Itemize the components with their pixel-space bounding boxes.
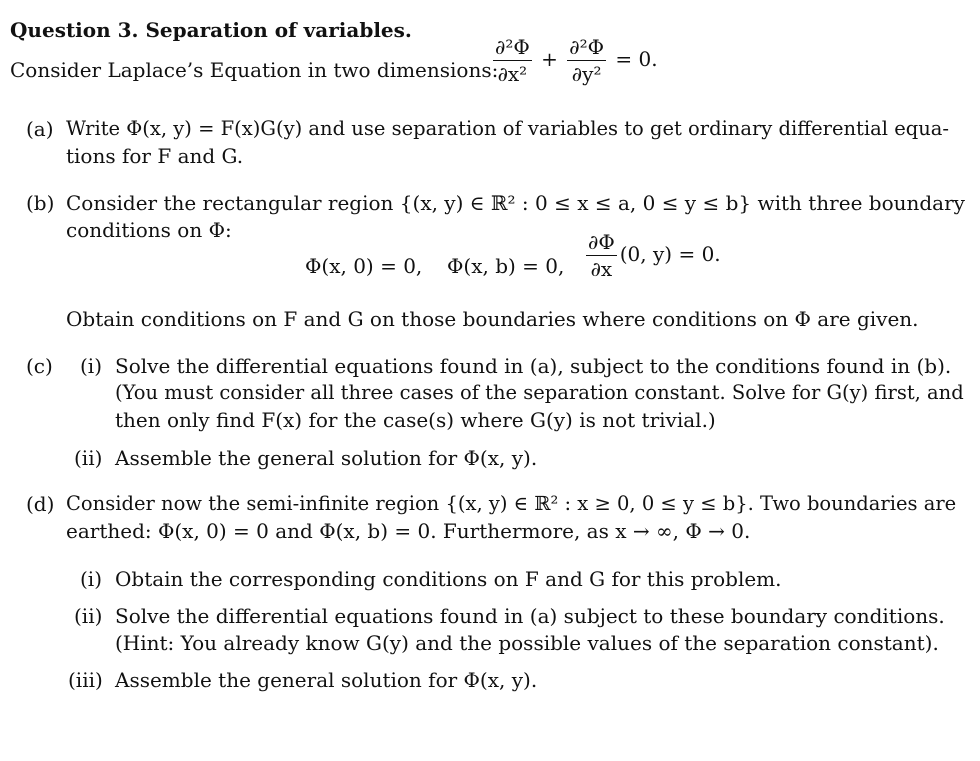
- part-b-line-3: Obtain conditions on F and G on those boundaries where conditions on Φ are given.: [66, 307, 919, 331]
- part-d-label: (d): [26, 492, 55, 516]
- part-d-ii-line-2: (Hint: You already know G(y) and the possible values of the separation constant).: [115, 631, 939, 655]
- part-d-ii-line-1: Solve the differential equations found in (a) subject to these boundary conditions.: [115, 604, 945, 628]
- part-d-ii-label: (ii): [74, 604, 103, 628]
- part-c-ii-label: (ii): [74, 446, 103, 470]
- part-d-i-label: (i): [80, 567, 103, 591]
- laplace-num-1: ∂²Φ: [495, 35, 530, 59]
- bc-phi-x-0: Φ(x, 0) = 0,: [305, 254, 423, 278]
- part-b-line-1: Consider the rectangular region {(x, y) ∈ ℝ² : 0 ≤ x ≤ a, 0 ≤ y ≤ b} with three boundary: [66, 191, 965, 215]
- bc-derivative-num: ∂Φ: [588, 230, 615, 254]
- part-c-i-line-1: Solve the differential equations found in (a), subject to the conditions found in (b).: [115, 354, 952, 378]
- part-d-iii-line-1: Assemble the general solution for Φ(x, y).: [115, 668, 538, 692]
- part-c-i-label: (i): [80, 354, 103, 378]
- part-c-ii-line-1: Assemble the general solution for Φ(x, y).: [115, 446, 538, 470]
- laplace-num-2: ∂²Φ: [569, 35, 605, 59]
- part-b-label: (b): [26, 191, 55, 215]
- part-c-i-line-3: then only find F(x) for the case(s) where G(y) is not trivial.): [115, 408, 716, 432]
- laplace-den-2: ∂y²: [571, 62, 602, 86]
- part-d-line-2: earthed: Φ(x, 0) = 0 and Φ(x, b) = 0. Furthermore, as x → ∞, Φ → 0.: [66, 519, 751, 543]
- part-a-line-1: Write Φ(x, y) = F(x)G(y) and use separation of variables to get ordinary differential equa-: [66, 117, 949, 140]
- laplace-plus: +: [541, 47, 558, 71]
- intro-text: Consider Laplace’s Equation in two dimensions:: [10, 58, 499, 82]
- part-d-i-line-1: Obtain the corresponding conditions on F and G for this problem.: [115, 567, 782, 591]
- laplace-den-1: ∂x²: [497, 62, 528, 86]
- question-title: Question 3. Separation of variables.: [10, 18, 412, 42]
- laplace-fraction-x: [493, 35, 532, 86]
- part-d-line-1: Consider now the semi-infinite region {(x, y) ∈ ℝ² : x ≥ 0, 0 ≤ y ≤ b}. Two boundaries are: [66, 492, 957, 515]
- bc-derivative-rest: (0, y) = 0.: [619, 242, 721, 266]
- part-d-iii-label: (iii): [68, 668, 103, 692]
- laplace-fraction-y: [567, 35, 606, 86]
- bc-derivative-fraction: [586, 230, 617, 281]
- part-c-i-line-2: (You must consider all three cases of the separation constant. Solve for G(y) first, and: [115, 381, 964, 404]
- laplace-rhs: = 0.: [615, 47, 658, 71]
- laplace-equation: [490, 35, 658, 86]
- bc-phi-x-b: Φ(x, b) = 0,: [447, 254, 565, 278]
- part-b-line-2: conditions on Φ:: [66, 218, 232, 242]
- part-a-label: (a): [26, 117, 54, 141]
- bc-dphi-dx: [583, 230, 721, 281]
- part-a-line-2: tions for F and G.: [66, 144, 244, 168]
- part-c-label: (c): [26, 354, 53, 378]
- bc-derivative-den: ∂x: [590, 257, 613, 281]
